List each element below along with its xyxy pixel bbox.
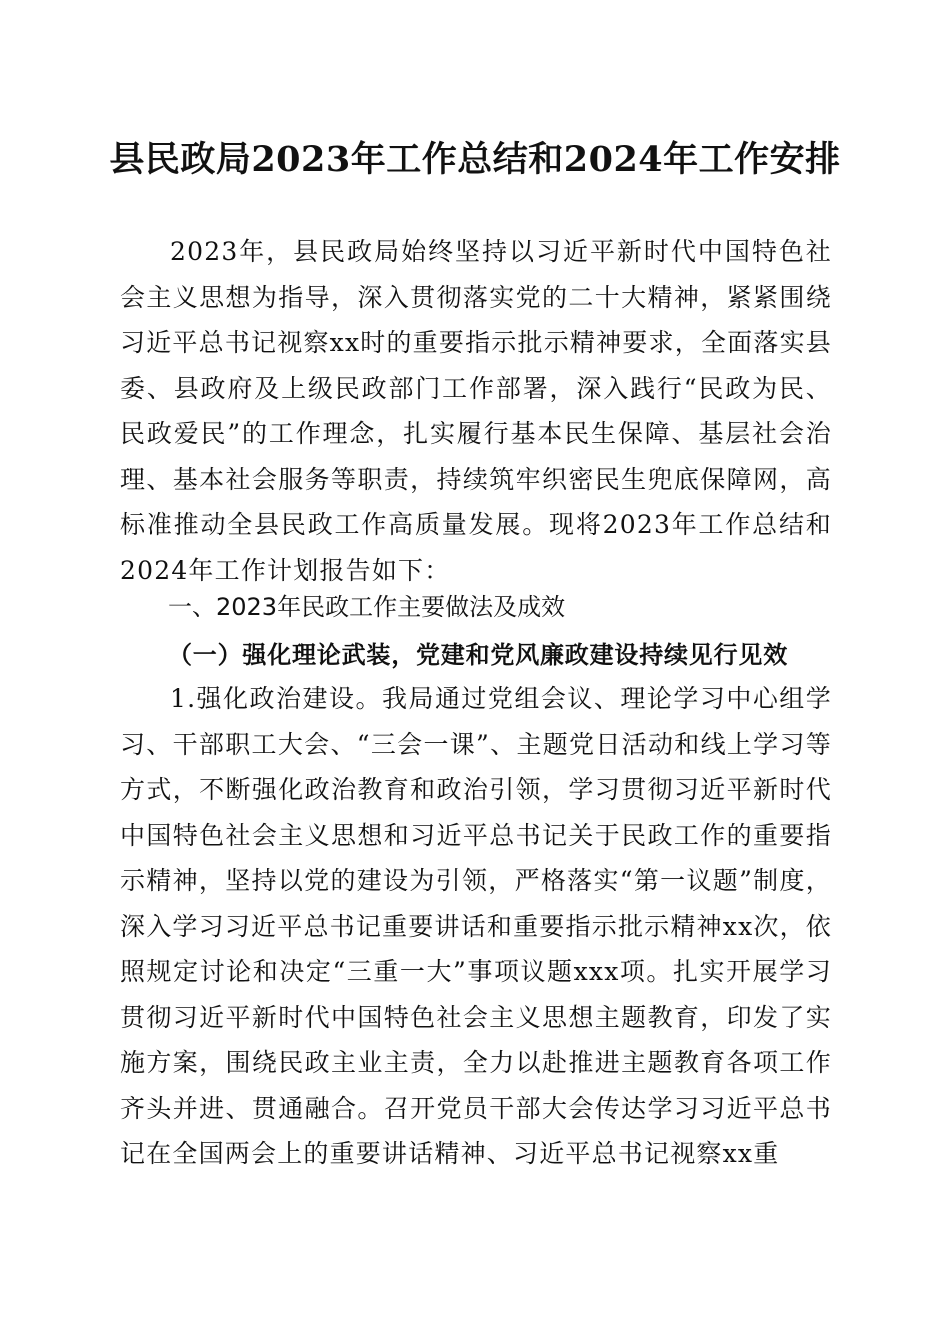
body-paragraph-text: 1.强化政治建设。我局通过党组会议、理论学习中心组学习、干部职工大会、“三会一课”、主题党日活动和线上学习等方式，不断强化政治教育和政治引领，学习贯彻习近平新时代中国特色社会主义思想和习近平总书记关于民政工作的重要指示精神，坚持以党的建设为引领，严格落实“第一议题”制度，深入学习习近平总书记重要讲话和重要指示批示精神xx次，依照规定讨论和决定“三重一大”事项议题xxx项。扎实开展学习贯彻习近平新时代中国特色社会主义思想主题教育，印发了实施方案，围绕民政主业主责，全力以赴推进主题教育各项工作齐头并进、贯通融合。召开党员干部大会传达学习习近平总书记在全国两会上的重要讲话精神、习近平总书记视察xx重	[120, 684, 832, 1168]
intro-paragraph-text: 2023年，县民政局始终坚持以习近平新时代中国特色社会主义思想为指导，深入贯彻落实党的二十大精神，紧紧围绕习近平总书记视察xx时的重要指示批示精神要求，全面落实县委、县政府及上级民政部门工作部署，深入践行“民政为民、民政爱民”的工作理念，扎实履行基本民生保障、基层社会治理、基本社会服务等职责，持续筑牢织密民生兜底保障网，高标准推动全县民政工作高质量发展。现将2023年工作总结和2024年工作计划报告如下：	[120, 237, 832, 585]
subsection-heading: （一）强化理论武装，党建和党风廉政建设持续见行见效	[168, 640, 788, 669]
document-title: 县民政局2023年工作总结和2024年工作安排	[109, 139, 841, 180]
intro-paragraph	[120, 229, 832, 593]
body-paragraph	[120, 676, 832, 1177]
section-heading: 一、2023年民政工作主要做法及成效	[168, 593, 566, 621]
